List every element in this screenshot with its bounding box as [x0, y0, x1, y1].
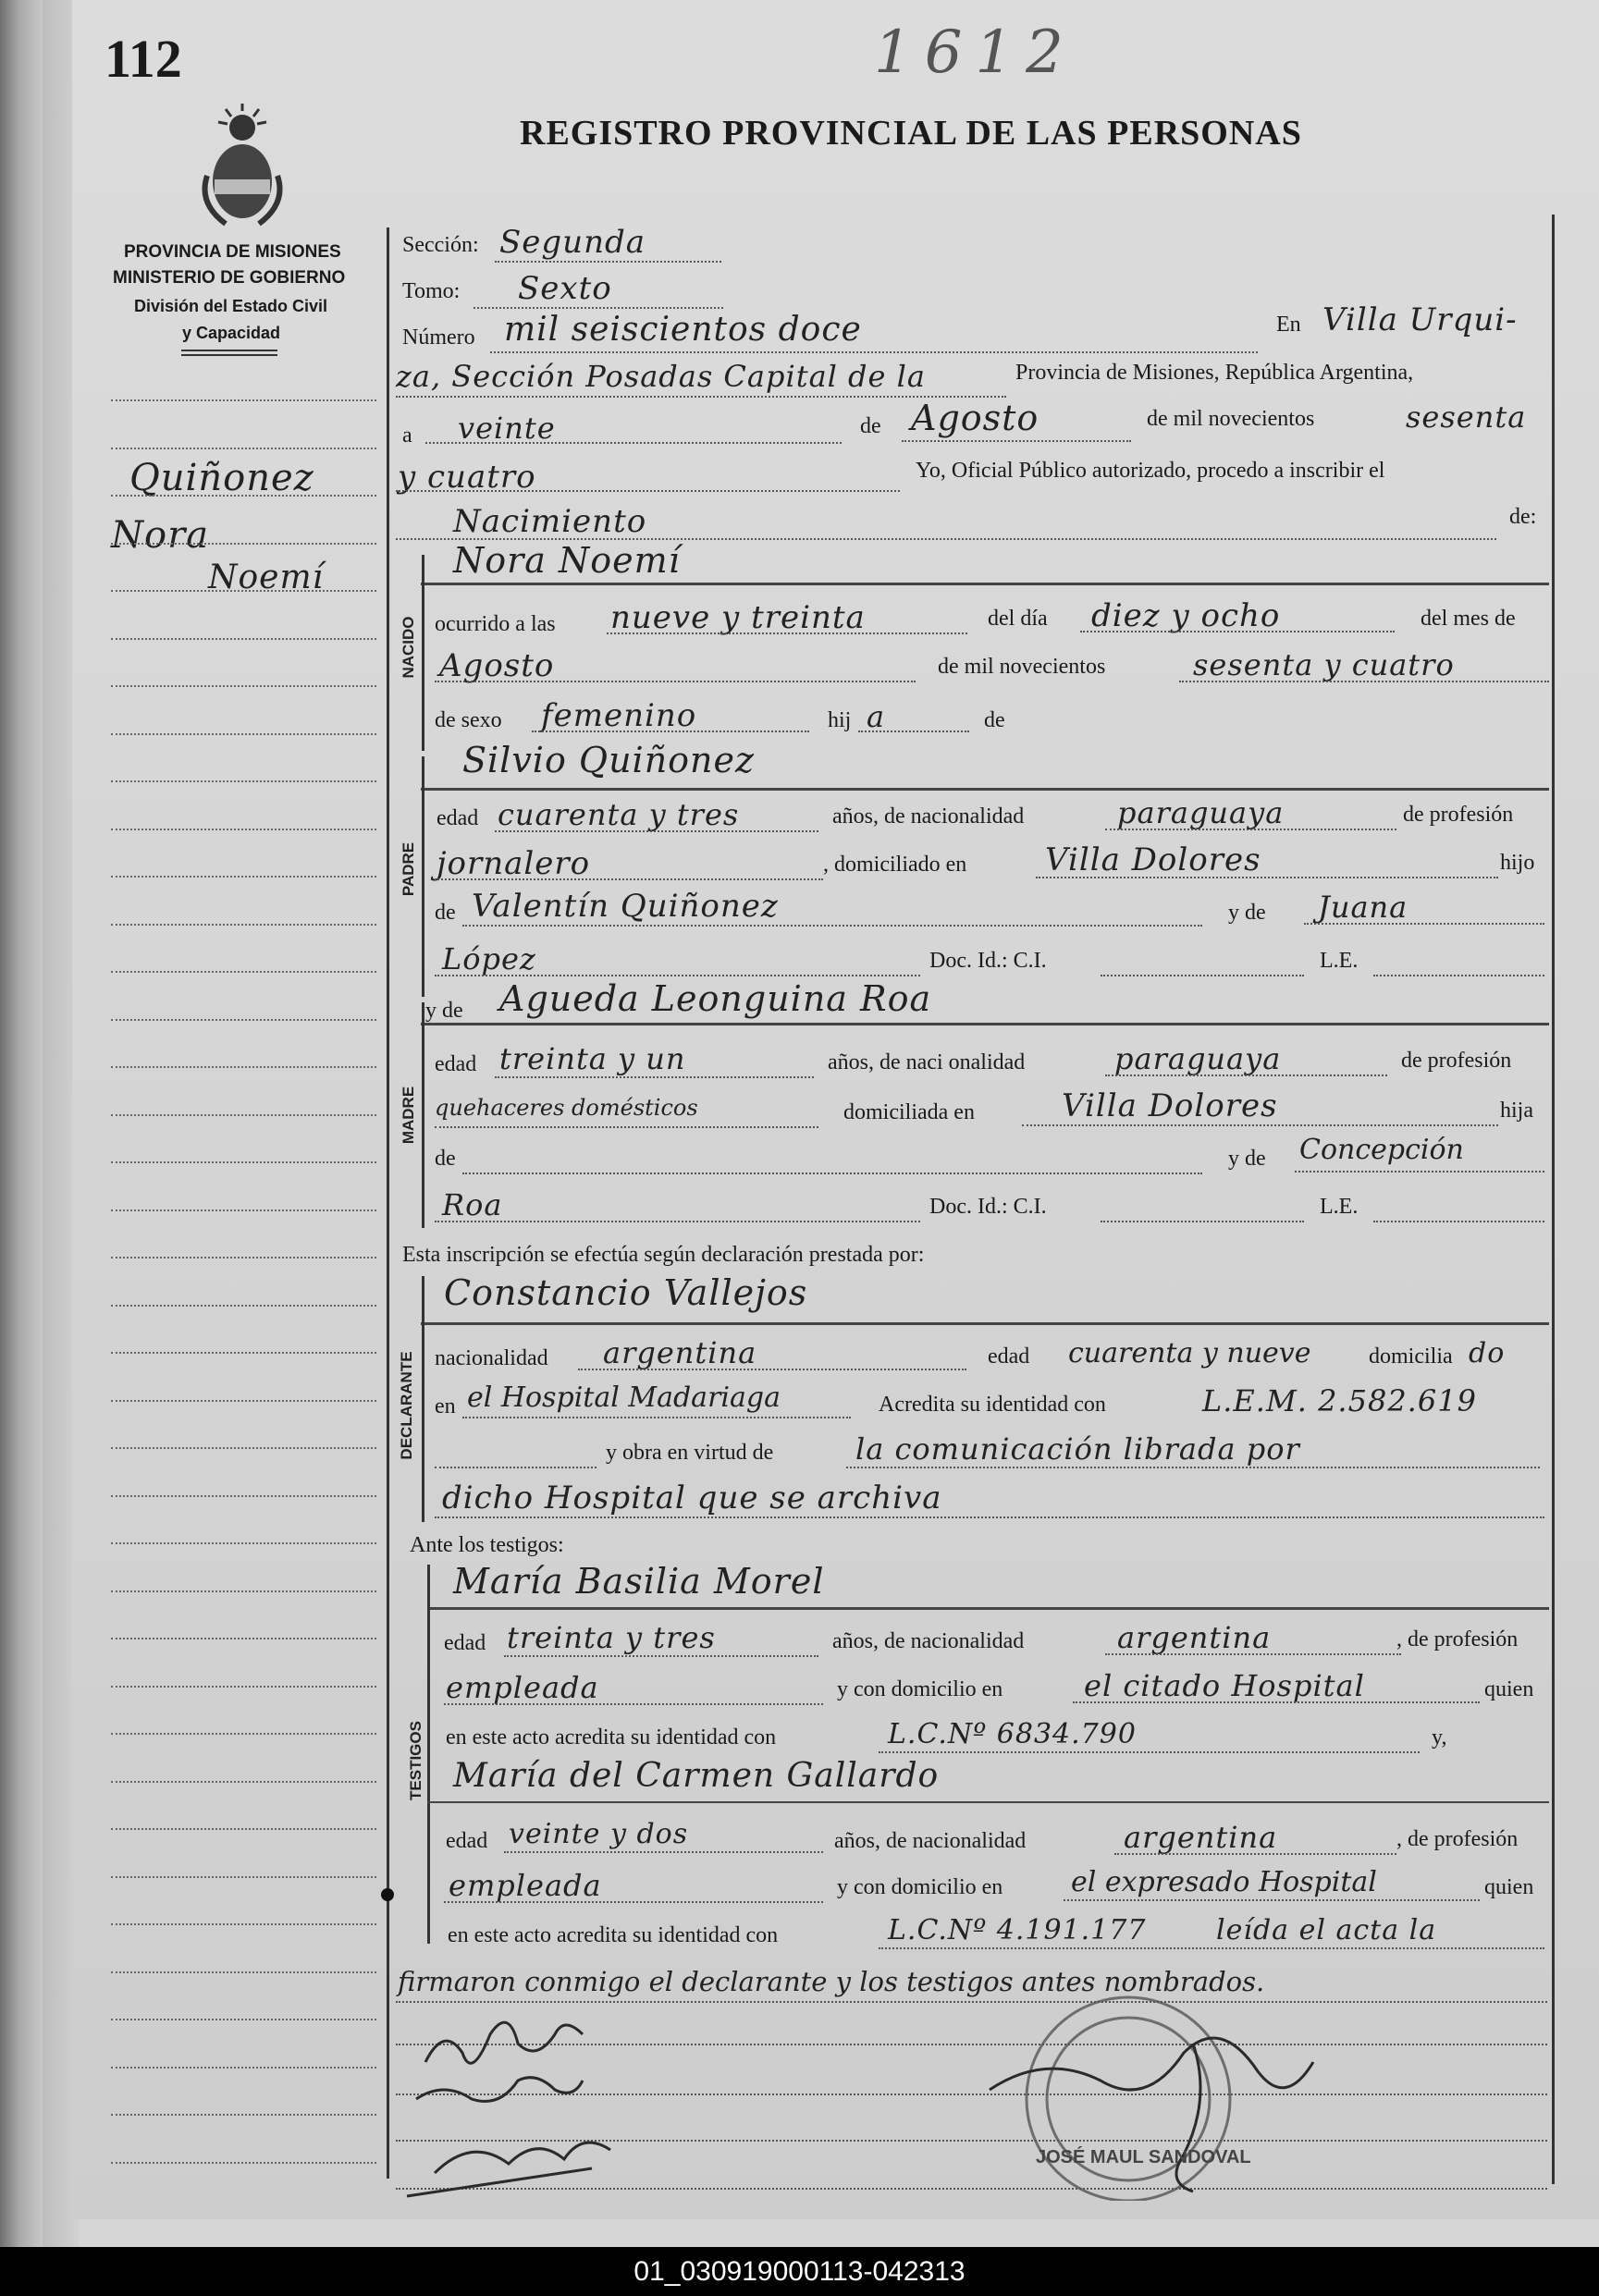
ocurrido-label: ocurrido a las [435, 612, 556, 636]
office-line-1: PROVINCIA DE MISIONES [124, 242, 341, 262]
declarante-virtud-a: la comunicación librada por [855, 1431, 1300, 1467]
testigo1-nombre: María Basilia Morel [453, 1561, 825, 1602]
padre-top-rule [421, 788, 1549, 791]
testigos-label: TESTIGOS [407, 1721, 424, 1800]
margin-line [111, 1876, 376, 1878]
t1-nac-dotline [1105, 1653, 1401, 1655]
provincia-text: Provincia de Misiones, República Argentina, [1015, 361, 1414, 385]
seccion-label: Sección: [402, 233, 479, 257]
hij-de-label: de [984, 708, 1005, 732]
madre-madre-b: Roa [442, 1187, 503, 1222]
madre-de-dotline [462, 1173, 1202, 1174]
testigo1-dom-label: y con domicilio en [837, 1677, 1003, 1701]
padre-madre-dotline [1304, 923, 1544, 925]
margin-line [111, 1400, 376, 1402]
padre-doc-label: Doc. Id.: C.I. [929, 949, 1047, 973]
testigo2-documento: L.C.Nº 4.191.177 [888, 1914, 1147, 1946]
margin-line [111, 1161, 376, 1163]
padre-nac-label: años, de nacionalidad [832, 804, 1025, 829]
madre-nacionalidad: paraguaya [1114, 1041, 1282, 1076]
en-label: En [1276, 313, 1301, 337]
declarante-nacionalidad: argentina [603, 1335, 757, 1370]
madre-prof-dotline [435, 1126, 818, 1128]
margin-line [111, 495, 376, 497]
margin-line [111, 1590, 376, 1592]
padre-ci-dotline [1101, 975, 1304, 976]
madre-dom-label: domiciliada en [843, 1100, 975, 1124]
t1-dom-dotline [1073, 1701, 1480, 1703]
margin-line [111, 2067, 376, 2069]
declarante-virtud-b: dicho Hospital que se archiva [442, 1480, 942, 1516]
declarante-dom-suffix: do [1469, 1337, 1506, 1369]
mil-novecientos-label: de mil novecientos [1147, 407, 1315, 431]
margin-line [111, 1542, 376, 1544]
madre-edad-dotline [495, 1076, 814, 1078]
declarante-acredita-label: Acredita su identidad con [879, 1393, 1106, 1417]
sexo-dotline [532, 731, 809, 732]
madre-doc-label: Doc. Id.: C.I. [929, 1195, 1047, 1219]
declarante-vline [422, 1276, 424, 1522]
book-spine [0, 0, 43, 2247]
declarante-en-label: en [435, 1394, 456, 1418]
hij-label: hij [828, 708, 852, 732]
margin-line [111, 1257, 376, 1259]
margin-line [111, 1638, 376, 1639]
de-label: de [860, 414, 881, 438]
madre-top-rule [421, 1023, 1549, 1025]
testigo2-prof-label: , de profesión [1396, 1827, 1519, 1851]
t2-dom-dotline [1064, 1899, 1480, 1901]
padre-padre-nombre: Valentín Quiñonez [472, 888, 779, 925]
fecha-dia: veinte [458, 411, 556, 446]
binding-hole-icon [381, 1888, 394, 1901]
padre-le-label: L.E. [1320, 949, 1359, 973]
margin-line [111, 2162, 376, 2164]
madre-nac-dotline [1105, 1074, 1387, 1076]
madre-edad: treinta y un [499, 1041, 686, 1076]
madre-prof-label: de profesión [1401, 1049, 1512, 1073]
tomo-value: Sexto [518, 270, 612, 307]
document-title: REGISTRO PROVINCIAL DE LAS PERSONAS [520, 114, 1302, 153]
testigo2-nacionalidad: argentina [1124, 1820, 1278, 1855]
padre-edad: cuarenta y tres [498, 797, 740, 832]
office-line-4: y Capacidad [182, 324, 281, 342]
seccion-value: Segunda [499, 224, 646, 261]
padre-prof-label: de profesión [1403, 803, 1514, 827]
padre-profesion: jornalero [437, 845, 591, 882]
declarante-virtud-dotline [846, 1467, 1540, 1468]
nacido-mes-dotline [435, 681, 916, 682]
margin-line [111, 1209, 376, 1211]
t1-doc-dotline [879, 1751, 1420, 1753]
padre-nac-dotline [1105, 829, 1396, 830]
de-colon-label: de: [1509, 505, 1537, 529]
padre-madre-a: Juana [1318, 890, 1408, 925]
hora-value: nueve y treinta [610, 599, 866, 636]
madre-de-label: de [435, 1147, 456, 1171]
margin-surname: Quiñonez [129, 457, 314, 499]
lugar-b: za, Sección Posadas Capital de la [396, 359, 926, 394]
madre-le-dotline [1373, 1221, 1544, 1222]
margin-line [111, 733, 376, 735]
anio-b: y cuatro [398, 459, 536, 496]
declarante-nombre: Constancio Vallejos [444, 1272, 808, 1313]
margin-first-name: Nora [111, 514, 210, 557]
nacido-anio: sesenta y cuatro [1193, 647, 1455, 682]
testigo2-domicilio: el expresado Hospital [1071, 1866, 1377, 1898]
oficial-text: Yo, Oficial Público autorizado, procedo a inscribir el [916, 459, 1385, 483]
margin-line [111, 2019, 376, 2020]
main-right-border [1552, 215, 1555, 2184]
signatures-and-stamp [398, 1988, 1507, 2201]
declarante-virtudb-dotline [435, 1516, 1544, 1518]
declarante-documento: L.E.M. 2.582.619 [1202, 1383, 1477, 1418]
dia-dotline [425, 442, 842, 444]
nacido-nombre: Nora Noemí [453, 540, 681, 581]
office-line-2: MINISTERIO DE GOBIERNO [113, 268, 346, 288]
tomo-dotline [474, 307, 723, 309]
madre-dom-dotline [1022, 1124, 1498, 1126]
testigo1-edad: treinta y tres [507, 1620, 716, 1655]
declarante-obra-label: y obra en virtud de [606, 1441, 774, 1465]
nacido-mil-label: de mil novecientos [938, 655, 1106, 679]
testigo1-edad-label: edad [444, 1631, 486, 1655]
madre-madre-dotline [1295, 1171, 1544, 1173]
t1-prof-dotline [444, 1703, 823, 1705]
hora-dotline [607, 632, 967, 634]
padre-madre-b: López [442, 941, 536, 976]
lugar-a: Villa Urqui- [1322, 301, 1518, 338]
madre-domicilio: Villa Dolores [1062, 1087, 1278, 1124]
declarante-obra-dotline [435, 1467, 597, 1468]
madre-ci-dotline [1101, 1221, 1304, 1222]
declarante-intro: Esta inscripción se efectúa según declaración prestada por: [402, 1243, 925, 1267]
padre-nacionalidad: paraguaya [1117, 795, 1285, 830]
margin-line [111, 1495, 376, 1497]
numero-dotline [490, 351, 1258, 353]
padre-de-dotline [462, 925, 1202, 927]
madre-le-label: L.E. [1320, 1195, 1359, 1219]
margin-line [111, 1923, 376, 1925]
testigo1-nac-label: años, de nacionalidad [832, 1629, 1025, 1653]
handwritten-record-number: 1612 [874, 18, 1076, 87]
margin-line [111, 590, 376, 592]
margin-line [111, 543, 376, 545]
margin-line [111, 1066, 376, 1068]
testigo1-prof-label: , de profesión [1396, 1627, 1519, 1651]
t1-edad-dotline [504, 1655, 818, 1657]
margin-line [111, 1971, 376, 1973]
seccion-dotline [495, 261, 721, 263]
padre-vline [422, 756, 424, 997]
margin-line [111, 876, 376, 878]
declarante-edad-label: edad [988, 1344, 1030, 1369]
margin-line [111, 1114, 376, 1116]
margin-line [111, 1828, 376, 1830]
declarante-nac-label: nacionalidad [435, 1346, 548, 1370]
numero-value: mil seiscientos doce [504, 311, 862, 349]
mes-dotline [902, 440, 1131, 442]
margin-line [111, 2114, 376, 2116]
margin-line [111, 780, 376, 782]
madre-y-de2-label: y de [1228, 1147, 1266, 1171]
padre-dom-label: , domiciliado en [823, 853, 967, 877]
fecha-mes: Agosto [911, 398, 1039, 438]
declarante-dom-label: domicilia [1369, 1344, 1453, 1369]
margin-line [111, 829, 376, 830]
margin-line [111, 1686, 376, 1688]
madre-madre-a: Concepción [1299, 1134, 1464, 1166]
testigo1-documento: L.C.Nº 6834.790 [888, 1718, 1137, 1750]
nacido-top-rule [421, 583, 1549, 585]
declarante-nac-dotline [578, 1369, 966, 1370]
madre-label: MADRE [400, 1086, 417, 1145]
testigo1-acredita-label: en este acto acredita su identidad con [446, 1725, 777, 1750]
margin-line [111, 1733, 376, 1735]
page-number: 112 [105, 29, 182, 89]
coat-of-arms-icon [198, 102, 287, 231]
testigo2-edad-label: edad [446, 1829, 488, 1853]
hij-dotline [858, 731, 969, 732]
sexo-value: femenino [541, 697, 697, 734]
madre-madreb-dotline [435, 1221, 920, 1222]
padre-label: PADRE [400, 841, 417, 897]
nacido-mes: Agosto [439, 647, 555, 684]
nacido-dia: diez y ocho [1091, 597, 1281, 634]
margin-line [111, 685, 376, 687]
testigos-top-rule [427, 1607, 1549, 1610]
testigo2-edad: veinte y dos [509, 1818, 689, 1850]
padre-nombre: Silvio Quiñonez [462, 740, 756, 780]
testigo2-quien-label: quien [1484, 1875, 1534, 1899]
office-line-3: División del Estado Civil [134, 297, 328, 315]
office-underline [181, 350, 277, 356]
padre-dom-dotline [1036, 877, 1498, 878]
margin-line [111, 924, 376, 926]
testigos-vline [427, 1565, 430, 1944]
testigo1-domicilio: el citado Hospital [1084, 1668, 1365, 1703]
anio-dotline [396, 490, 900, 492]
declarante-dom-dotline [462, 1417, 851, 1418]
madre-y-de-label: y de [425, 999, 463, 1023]
margin-line [111, 448, 376, 449]
del-mes-label: del mes de [1421, 607, 1516, 631]
testigo2-nac-label: años, de nacionalidad [834, 1829, 1027, 1853]
margin-second-name: Noemí [208, 559, 325, 596]
margin-line [111, 971, 376, 973]
testigo1-quien-label: quien [1484, 1677, 1534, 1701]
tomo-label: Tomo: [402, 279, 461, 303]
t2-edad-dotline [504, 1851, 823, 1853]
margin-line [111, 1305, 376, 1307]
madre-nac-label: años, de naci onalidad [828, 1050, 1026, 1074]
image-id-footer: 01_030919000113-042313 [0, 2247, 1599, 2296]
madre-edad-label: edad [435, 1052, 477, 1076]
del-dia-label: del día [988, 607, 1048, 631]
margin-line [111, 1781, 376, 1783]
t2-name-rule [427, 1801, 1549, 1803]
padre-prof-dotline [435, 878, 823, 880]
padre-y-de-label: y de [1228, 901, 1266, 925]
cierre-b: firmaron conmigo el declarante y los testigos antes nombrados. [398, 1966, 1265, 1997]
testigo2-acredita-label: en este acto acredita su identidad con [448, 1923, 779, 1947]
padre-le-dotline [1373, 975, 1544, 976]
nacido-label: NACIDO [400, 616, 417, 679]
margin-line [111, 1352, 376, 1354]
padre-madreb-dotline [435, 975, 920, 976]
padre-de-label: de [435, 901, 456, 925]
testigos-intro: Ante los testigos: [410, 1533, 564, 1557]
padre-hijo-label: hijo [1500, 851, 1535, 875]
madre-profesion: quehaceres domésticos [435, 1095, 698, 1121]
declarante-domicilio: el Hospital Madariaga [467, 1381, 781, 1414]
t2-doc-dotline [879, 1947, 1544, 1949]
testigo1-y-label: y, [1432, 1725, 1447, 1750]
main-left-border [387, 227, 389, 2179]
cierre-a: leída el acta la [1216, 1914, 1437, 1946]
testigo1-profesion: empleada [446, 1670, 599, 1705]
padre-edad-label: edad [437, 806, 479, 830]
testigo1-nacionalidad: argentina [1117, 1620, 1272, 1655]
declarante-top-rule [421, 1322, 1549, 1325]
numero-label: Número [402, 325, 475, 350]
margin-line [111, 1019, 376, 1021]
padre-edad-dotline [495, 830, 818, 832]
padre-domicilio: Villa Dolores [1045, 841, 1261, 878]
testigo2-nombre: María del Carmen Gallardo [453, 1757, 940, 1795]
madre-vline [422, 1002, 424, 1228]
declarante-edad: cuarenta y nueve [1068, 1337, 1311, 1369]
hij-suffix: a [867, 699, 886, 734]
a-label: a [402, 424, 412, 448]
madre-nombre: Agueda Leonguina Roa [499, 978, 932, 1019]
declarante-label: DECLARANTE [398, 1351, 415, 1460]
t2-nac-dotline [1114, 1853, 1396, 1855]
acto-value: Nacimiento [453, 503, 647, 540]
anio-a: sesenta [1406, 399, 1527, 435]
margin-line [111, 1447, 376, 1449]
nacido-anio-dotline [1179, 681, 1549, 682]
testigo2-dom-label: y con domicilio en [837, 1875, 1003, 1899]
madre-hija-label: hija [1500, 1099, 1533, 1123]
stamp-name: JOSÉ MAUL SANDOVAL [1036, 2147, 1251, 2167]
margin-line [111, 399, 376, 401]
margin-line [111, 638, 376, 640]
nacido-vline [422, 555, 424, 751]
nacido-dia-dotline [1080, 631, 1395, 632]
testigo2-profesion: empleada [449, 1868, 602, 1903]
t2-prof-dotline [444, 1901, 823, 1903]
sexo-label: de sexo [435, 708, 502, 732]
